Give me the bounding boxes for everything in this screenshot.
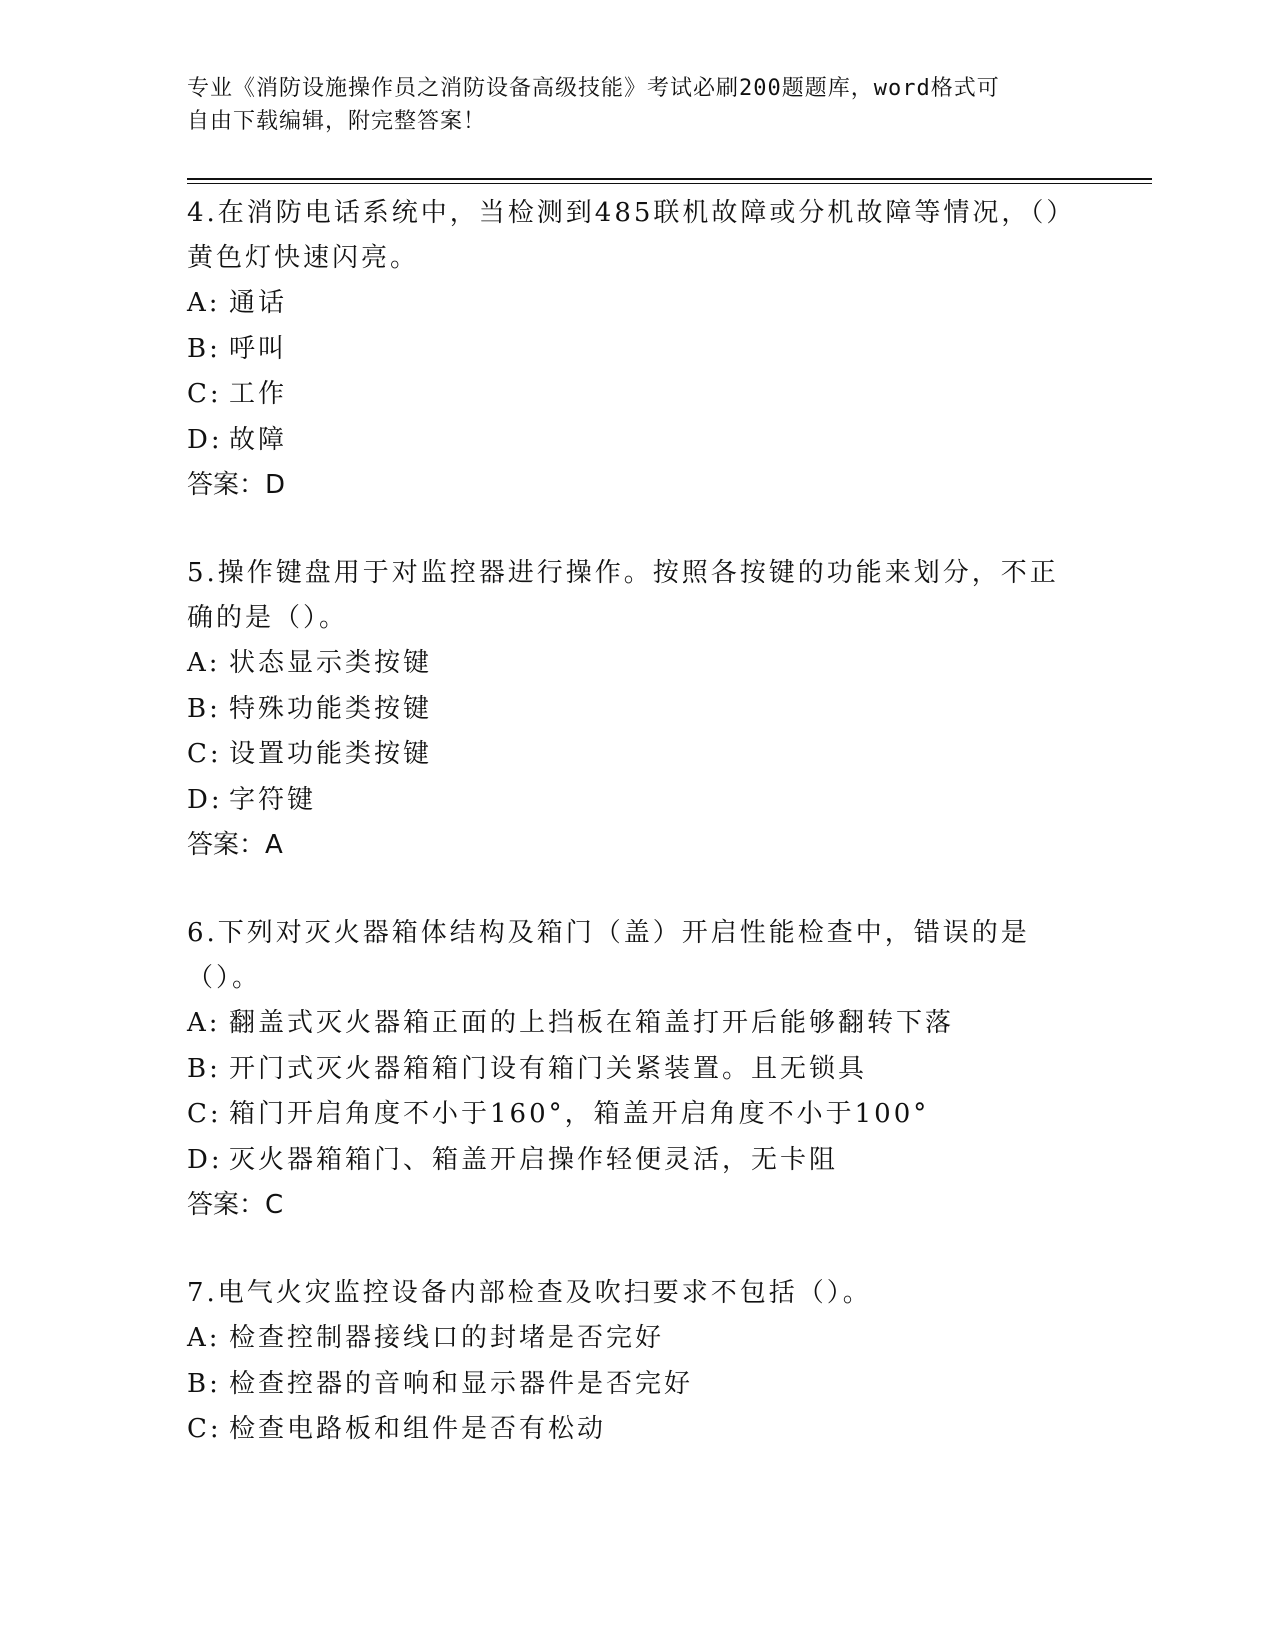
header-divider-thin [187, 183, 1152, 184]
option-letter: D: [187, 1144, 223, 1175]
question-stem: 6.下列对灭火器箱体结构及箱门（盖）开启性能检查中，错误的是（）。 [187, 918, 1030, 993]
question-7 [187, 1271, 1087, 1453]
option-letter: C: [187, 1099, 222, 1129]
option-text: 开门式灭火器箱箱门设有箱门关紧装置。且无锁具 [229, 1053, 868, 1084]
option-text: 状态显示类按键 [229, 648, 433, 678]
option-b [187, 687, 1087, 733]
question-4 [187, 191, 1087, 508]
option-text: 翻盖式灭火器箱正面的上挡板在箱盖打开后能够翻转下落 [229, 1008, 955, 1038]
header-line-1: 专业《消防设施操作员之消防设备高级技能》考试必刷200题题库，word格式可 [187, 76, 1000, 101]
question-5 [187, 551, 1087, 868]
option-text: 工作 [229, 379, 288, 409]
option-text: 设置功能类按键 [229, 739, 433, 769]
option-a [187, 641, 1087, 687]
option-text: 特殊功能类按键 [229, 693, 433, 724]
answer-line: 答案：C [187, 1190, 284, 1220]
option-text: 字符键 [229, 784, 317, 815]
option-text: 故障 [229, 424, 288, 455]
option-a [187, 281, 1087, 327]
option-letter: C: [187, 379, 222, 409]
answer-line: 答案：A [187, 830, 283, 860]
option-b [187, 1362, 1087, 1408]
option-text: 检查控制器接线口的封堵是否完好 [229, 1323, 665, 1353]
answer-line: 答案：D [187, 470, 286, 500]
option-c [187, 1407, 1087, 1453]
option-letter: B: [187, 1368, 221, 1399]
option-letter: B: [187, 333, 221, 364]
question-6 [187, 911, 1087, 1228]
option-text: 通话 [229, 288, 288, 318]
option-b [187, 1047, 1087, 1093]
option-letter: D: [187, 784, 223, 815]
option-text: 灭火器箱箱门、箱盖开启操作轻便灵活，无卡阻 [229, 1144, 839, 1175]
option-letter: A: [187, 1323, 221, 1353]
option-d [187, 778, 1087, 824]
option-letter: D: [187, 424, 223, 455]
header-line-2: 自由下载编辑，附完整答案！ [187, 109, 487, 134]
option-a [187, 1001, 1087, 1047]
option-letter: A: [187, 648, 221, 678]
option-text: 检查电路板和组件是否有松动 [229, 1414, 607, 1444]
option-c [187, 1092, 1087, 1138]
option-b [187, 327, 1087, 373]
option-c [187, 372, 1087, 418]
option-a [187, 1316, 1087, 1362]
option-letter: B: [187, 1053, 221, 1084]
question-stem: 5.操作键盘用于对监控器进行操作。按照各按键的功能来划分，不正确的是（）。 [187, 558, 1059, 633]
document-header [187, 72, 1067, 138]
option-letter: C: [187, 739, 222, 769]
header-divider-thick [187, 178, 1152, 180]
option-text: 检查控器的音响和显示器件是否完好 [229, 1368, 694, 1399]
option-d [187, 1138, 1087, 1184]
option-letter: A: [187, 288, 221, 318]
question-stem: 4.在消防电话系统中，当检测到485联机故障或分机故障等情况，（）黄色灯快速闪亮。 [187, 198, 1076, 273]
option-text: 呼叫 [229, 333, 288, 364]
option-d [187, 418, 1087, 464]
option-letter: C: [187, 1414, 222, 1444]
question-stem: 7.电气火灾监控设备内部检查及吹扫要求不包括（）。 [187, 1278, 872, 1308]
option-letter: A: [187, 1008, 221, 1038]
question-list [187, 191, 1087, 1496]
option-letter: B: [187, 693, 221, 724]
option-c [187, 732, 1087, 778]
option-text: 箱门开启角度不小于160°，箱盖开启角度不小于100° [229, 1099, 930, 1129]
